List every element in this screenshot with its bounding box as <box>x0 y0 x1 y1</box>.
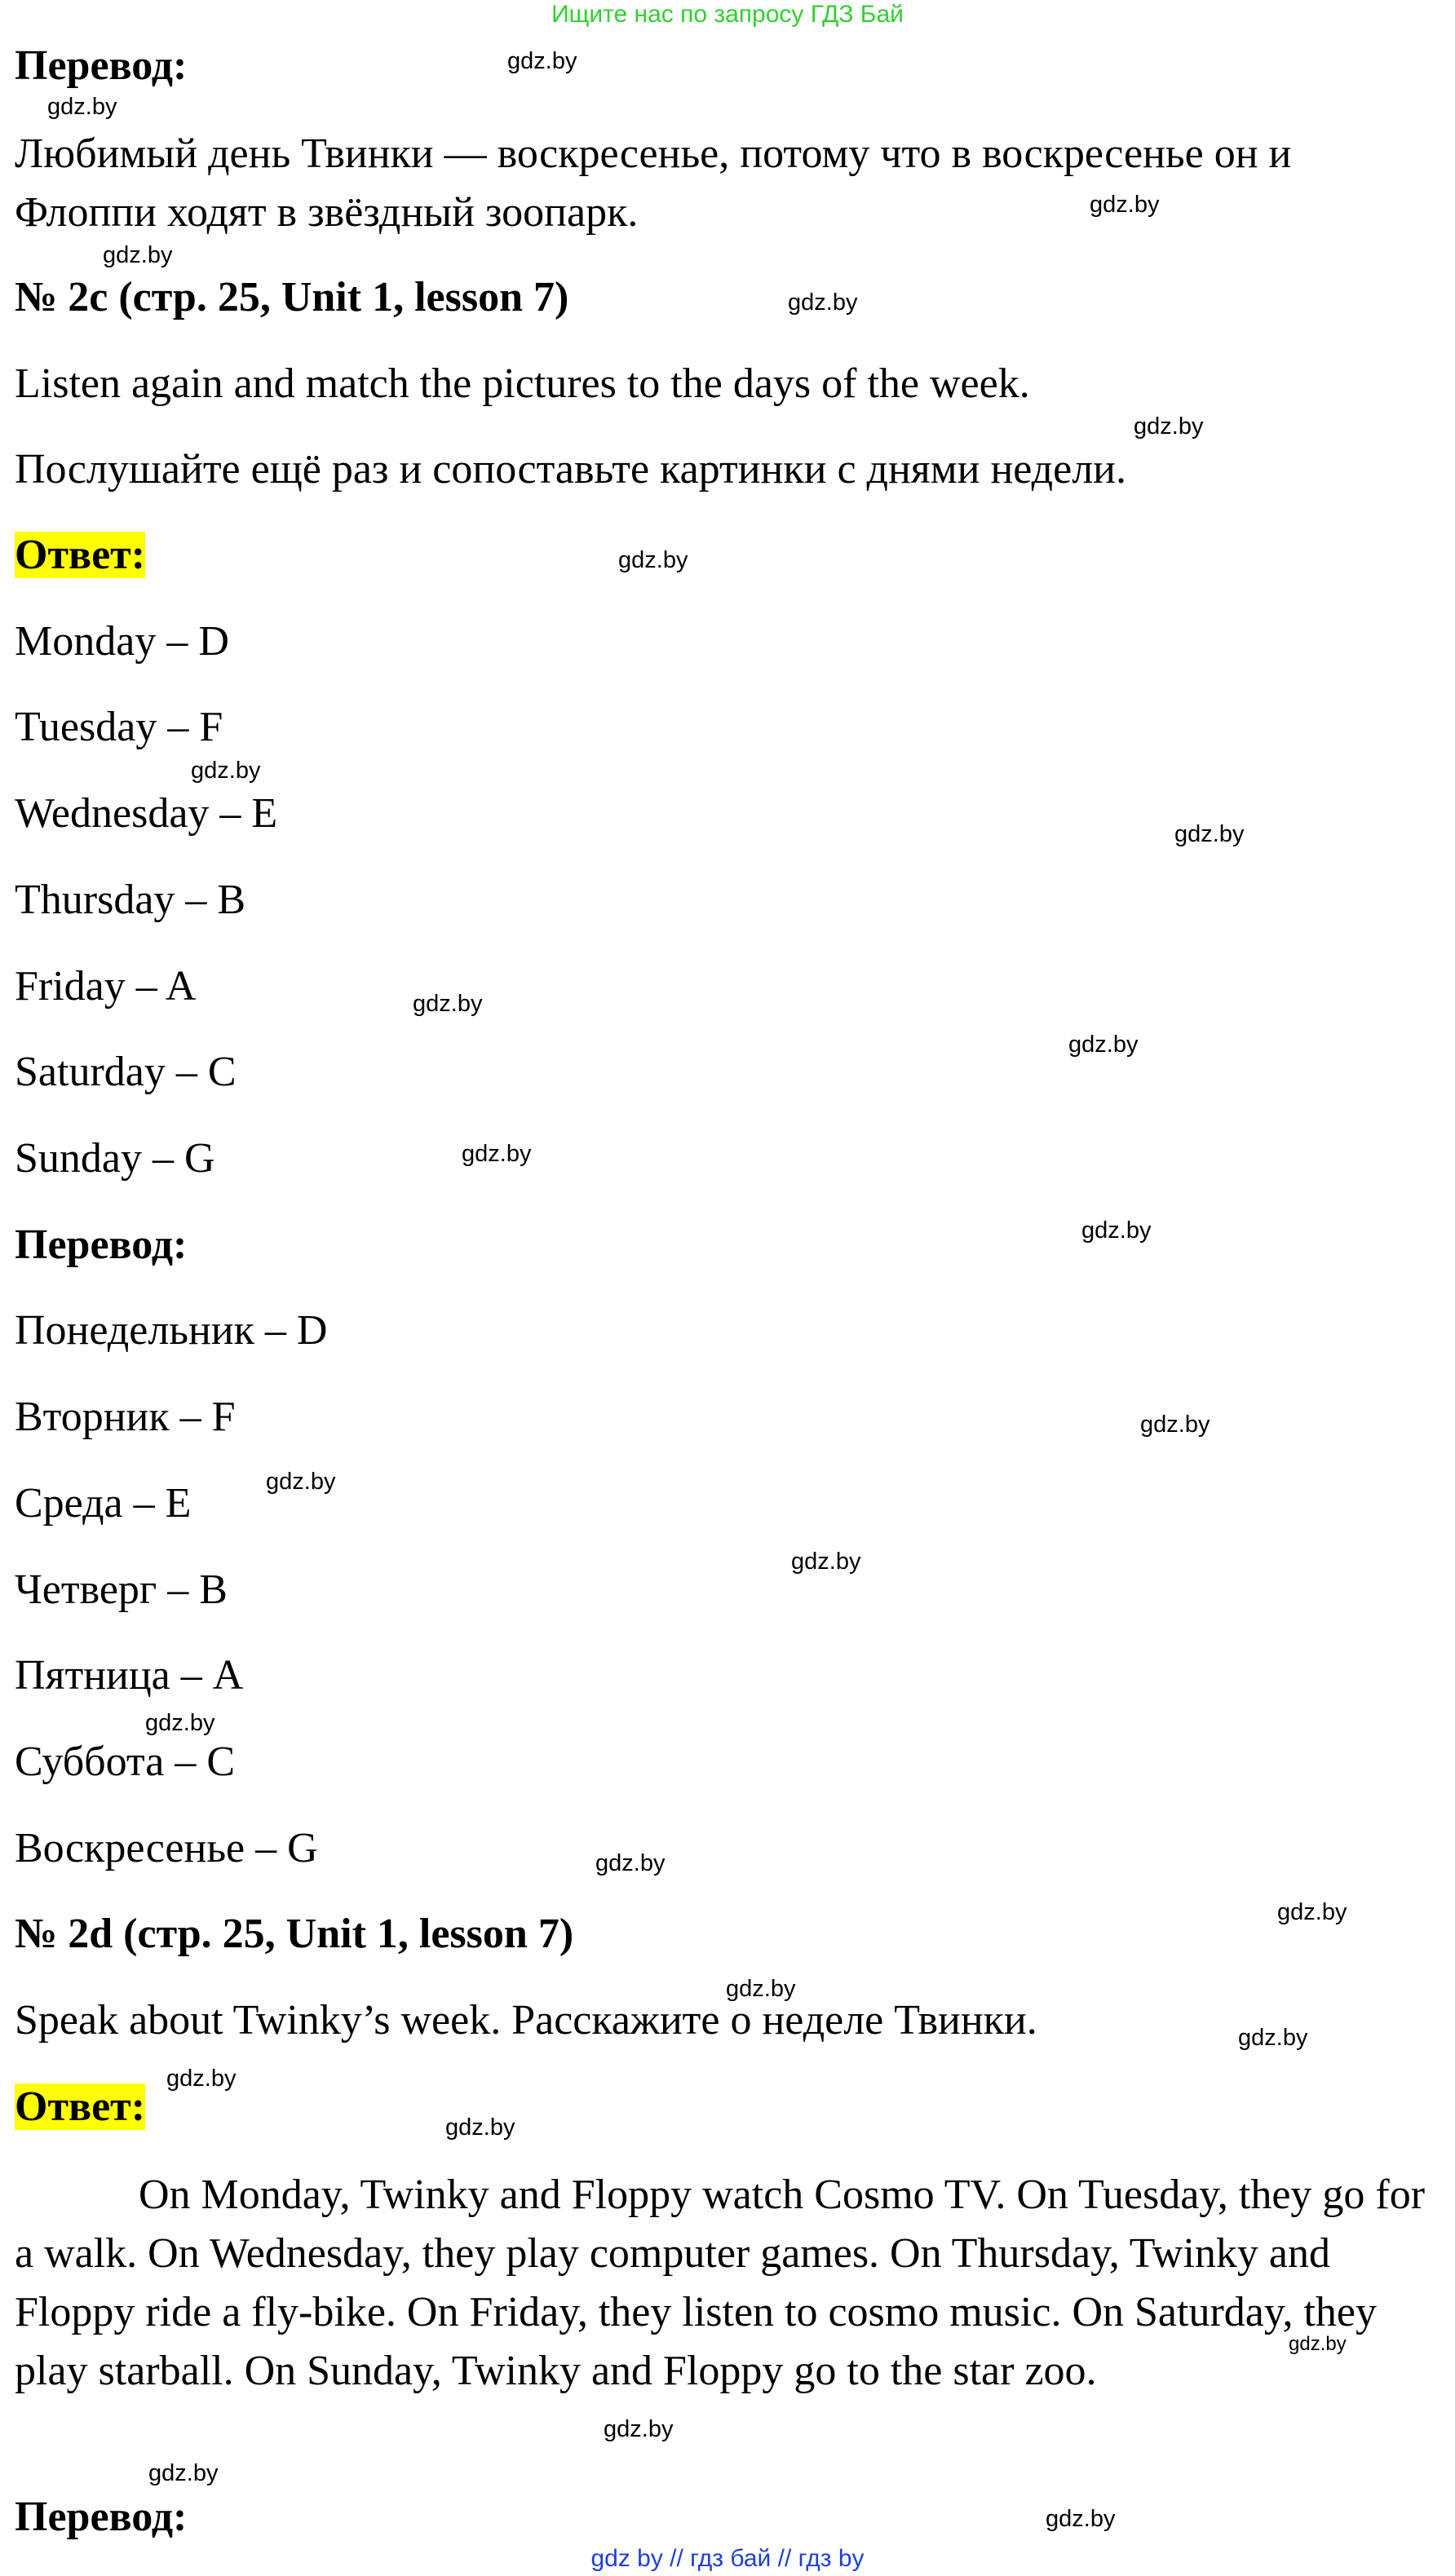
watermark: gdz.by <box>1140 1412 1210 1438</box>
watermark: gdz.by <box>413 991 483 1017</box>
watermark: gdz.by <box>1238 2025 1308 2051</box>
task-2c-instruction-en: Listen again and match the pictures to the days of the week. <box>15 360 1030 407</box>
task-2d-answer-paragraph: On Monday, Twinky and Floppy watch Cosmo TV. On Tuesday, they go for a walk. On Wednesday, they play computer games. On Thursday, Twinky and Floppy ride a fly-bike. On Friday, they listen to cosmo music. On Saturday, they play starball. On Sunday, Twinky and Floppy go to the star zoo. <box>15 2172 1426 2394</box>
translation-saturday: Суббота – C <box>15 1739 236 1785</box>
watermark: gdz.by <box>145 1710 215 1736</box>
watermark: gdz.by <box>788 289 858 316</box>
translation-thursday: Четверг – B <box>15 1566 228 1613</box>
watermark: gdz.by <box>618 547 688 573</box>
watermark: gdz.by <box>1289 2333 1347 2355</box>
task-2c-translation-label: Перевод: <box>15 1222 188 1268</box>
translation-tuesday: Вторник – F <box>15 1394 236 1440</box>
watermark: gdz.by <box>1090 192 1160 218</box>
watermark: gdz.by <box>47 94 117 120</box>
task-2d-title: № 2d (стр. 25, Unit 1, lesson 7) <box>15 1911 574 1957</box>
watermark: gdz.by <box>791 1549 861 1575</box>
translation-friday: Пятница – A <box>15 1652 244 1699</box>
watermark: gdz.by <box>595 1850 666 1876</box>
translation-wednesday: Среда – E <box>15 1480 192 1527</box>
watermark: gdz.by <box>103 242 173 268</box>
watermark: gdz.by <box>1174 821 1245 847</box>
translation-heading: Перевод: <box>15 42 188 89</box>
task-2c-instruction-ru: Послушайте ещё раз и сопоставьте картинки с днями недели. <box>15 446 1126 493</box>
watermark: gdz.by <box>266 1469 336 1495</box>
answer-wednesday: Wednesday – E <box>15 790 278 837</box>
watermark: gdz.by <box>1081 1217 1152 1244</box>
watermark: gdz.by <box>507 48 577 74</box>
answer-tuesday: Tuesday – F <box>15 704 223 750</box>
answer-saturday: Saturday – C <box>15 1049 237 1095</box>
watermark: gdz.by <box>462 1141 532 1167</box>
watermark: gdz.by <box>191 758 261 784</box>
task-2d-instruction: Speak about Twinky’s week. Расскажите о неделе Твинки. <box>15 1997 1037 2044</box>
watermark: gdz.by <box>148 2460 219 2486</box>
watermark: gdz.by <box>1046 2506 1116 2532</box>
watermark: gdz.by <box>726 1976 796 2002</box>
answer-thursday: Thursday – B <box>15 877 246 923</box>
watermark: gdz.by <box>1134 413 1204 440</box>
answer-friday: Friday – A <box>15 963 197 1010</box>
task-2d-translation-label: Перевод: <box>15 2494 188 2540</box>
top-banner[interactable]: Ищите нас по запросу ГДЗ Бай <box>551 1 904 28</box>
translation-sunday: Воскресенье – G <box>15 1825 318 1871</box>
watermark: gdz.by <box>604 2416 674 2442</box>
watermark: gdz.by <box>166 2066 237 2092</box>
watermark: gdz.by <box>1068 1032 1139 1058</box>
translation-line-1: Любимый день Твинки — воскресенье, потому что в воскресенье он и <box>15 130 1292 177</box>
answer-sunday: Sunday – G <box>15 1135 215 1182</box>
task-2c-title: № 2c (стр. 25, Unit 1, lesson 7) <box>15 274 569 320</box>
translation-monday: Понедельник – D <box>15 1307 328 1354</box>
watermark: gdz.by <box>445 2114 515 2141</box>
task-2d-answer-label: Ответ: <box>15 2083 146 2130</box>
task-2c-answer-label: Ответ: <box>15 532 146 578</box>
watermark: gdz.by <box>1277 1899 1347 1925</box>
translation-line-2: Флоппи ходят в звёздный зоопарк. <box>15 189 639 236</box>
answer-monday: Monday – D <box>15 618 229 665</box>
bottom-banner[interactable]: gdz by // гдз бай // гдз by <box>590 2545 865 2572</box>
